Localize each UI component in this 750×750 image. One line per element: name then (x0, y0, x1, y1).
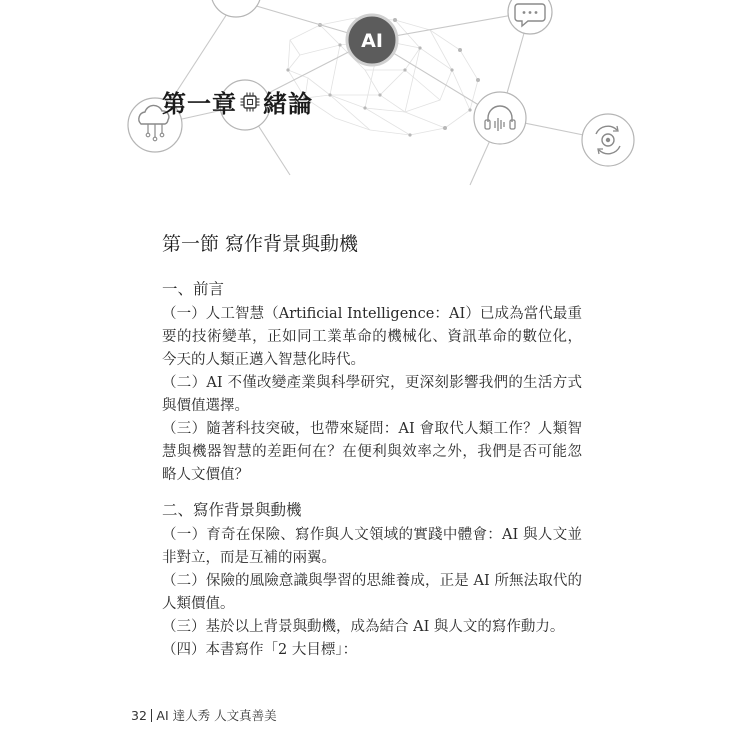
body-content (162, 278, 582, 662)
chip-icon (239, 91, 261, 113)
ai-badge (347, 15, 397, 65)
page-number: 32 (131, 708, 147, 723)
chat-bubble-icon (508, 0, 552, 34)
top-node-circle (211, 0, 261, 17)
part2-paragraph-3: （三）基於以上背景與動機，成為結合 AI 與人文的寫作動力。 (162, 619, 565, 635)
headset-voice-icon (474, 92, 526, 144)
part2-paragraph-1: （一）育奇在保險、寫作與人文領域的實踐中體會：AI 與人文並非對立，而是互補的兩翼。 (162, 527, 582, 566)
part2-paragraph-4: （四）本書寫作「2 大目標」： (162, 642, 358, 658)
gear-sync-icon (582, 114, 634, 166)
running-title: AI 達人秀 人文真善美 (156, 708, 277, 723)
part1-paragraph-1: （一）人工智慧（Artificial Intelligence：AI）已成為當代最重要的技術變革，正如同工業革命的機械化、資訊革命的數位化，今天的人類正邁入智慧化時代。 (162, 306, 582, 368)
part2-heading: 二、寫作背景與動機 (162, 501, 302, 519)
chapter-number: 第一章 (162, 89, 237, 118)
part1-heading: 一、前言 (162, 280, 225, 298)
part1-paragraph-3: （三）隨著科技突破，也帶來疑問：AI 會取代人類工作？人類智慧與機器智慧的差距何在？在便利與效率之外，我們是否可能忽略人文價值？ (162, 421, 582, 483)
ai-badge-label: AI (361, 30, 383, 52)
page-footer (131, 706, 277, 724)
footer-divider (151, 709, 153, 722)
chapter-name: 緒論 (263, 89, 313, 118)
header-network-illustration (0, 0, 750, 210)
part1-paragraph-2: （二）AI 不僅改變產業與科學研究，更深刻影響我們的生活方式與價值選擇。 (162, 375, 582, 414)
chapter-title (162, 84, 313, 119)
part2-paragraph-2: （二）保險的風險意識與學習的思維養成，正是 AI 所無法取代的人類價值。 (162, 573, 582, 612)
section-title: 第一節 寫作背景與動機 (162, 233, 359, 255)
